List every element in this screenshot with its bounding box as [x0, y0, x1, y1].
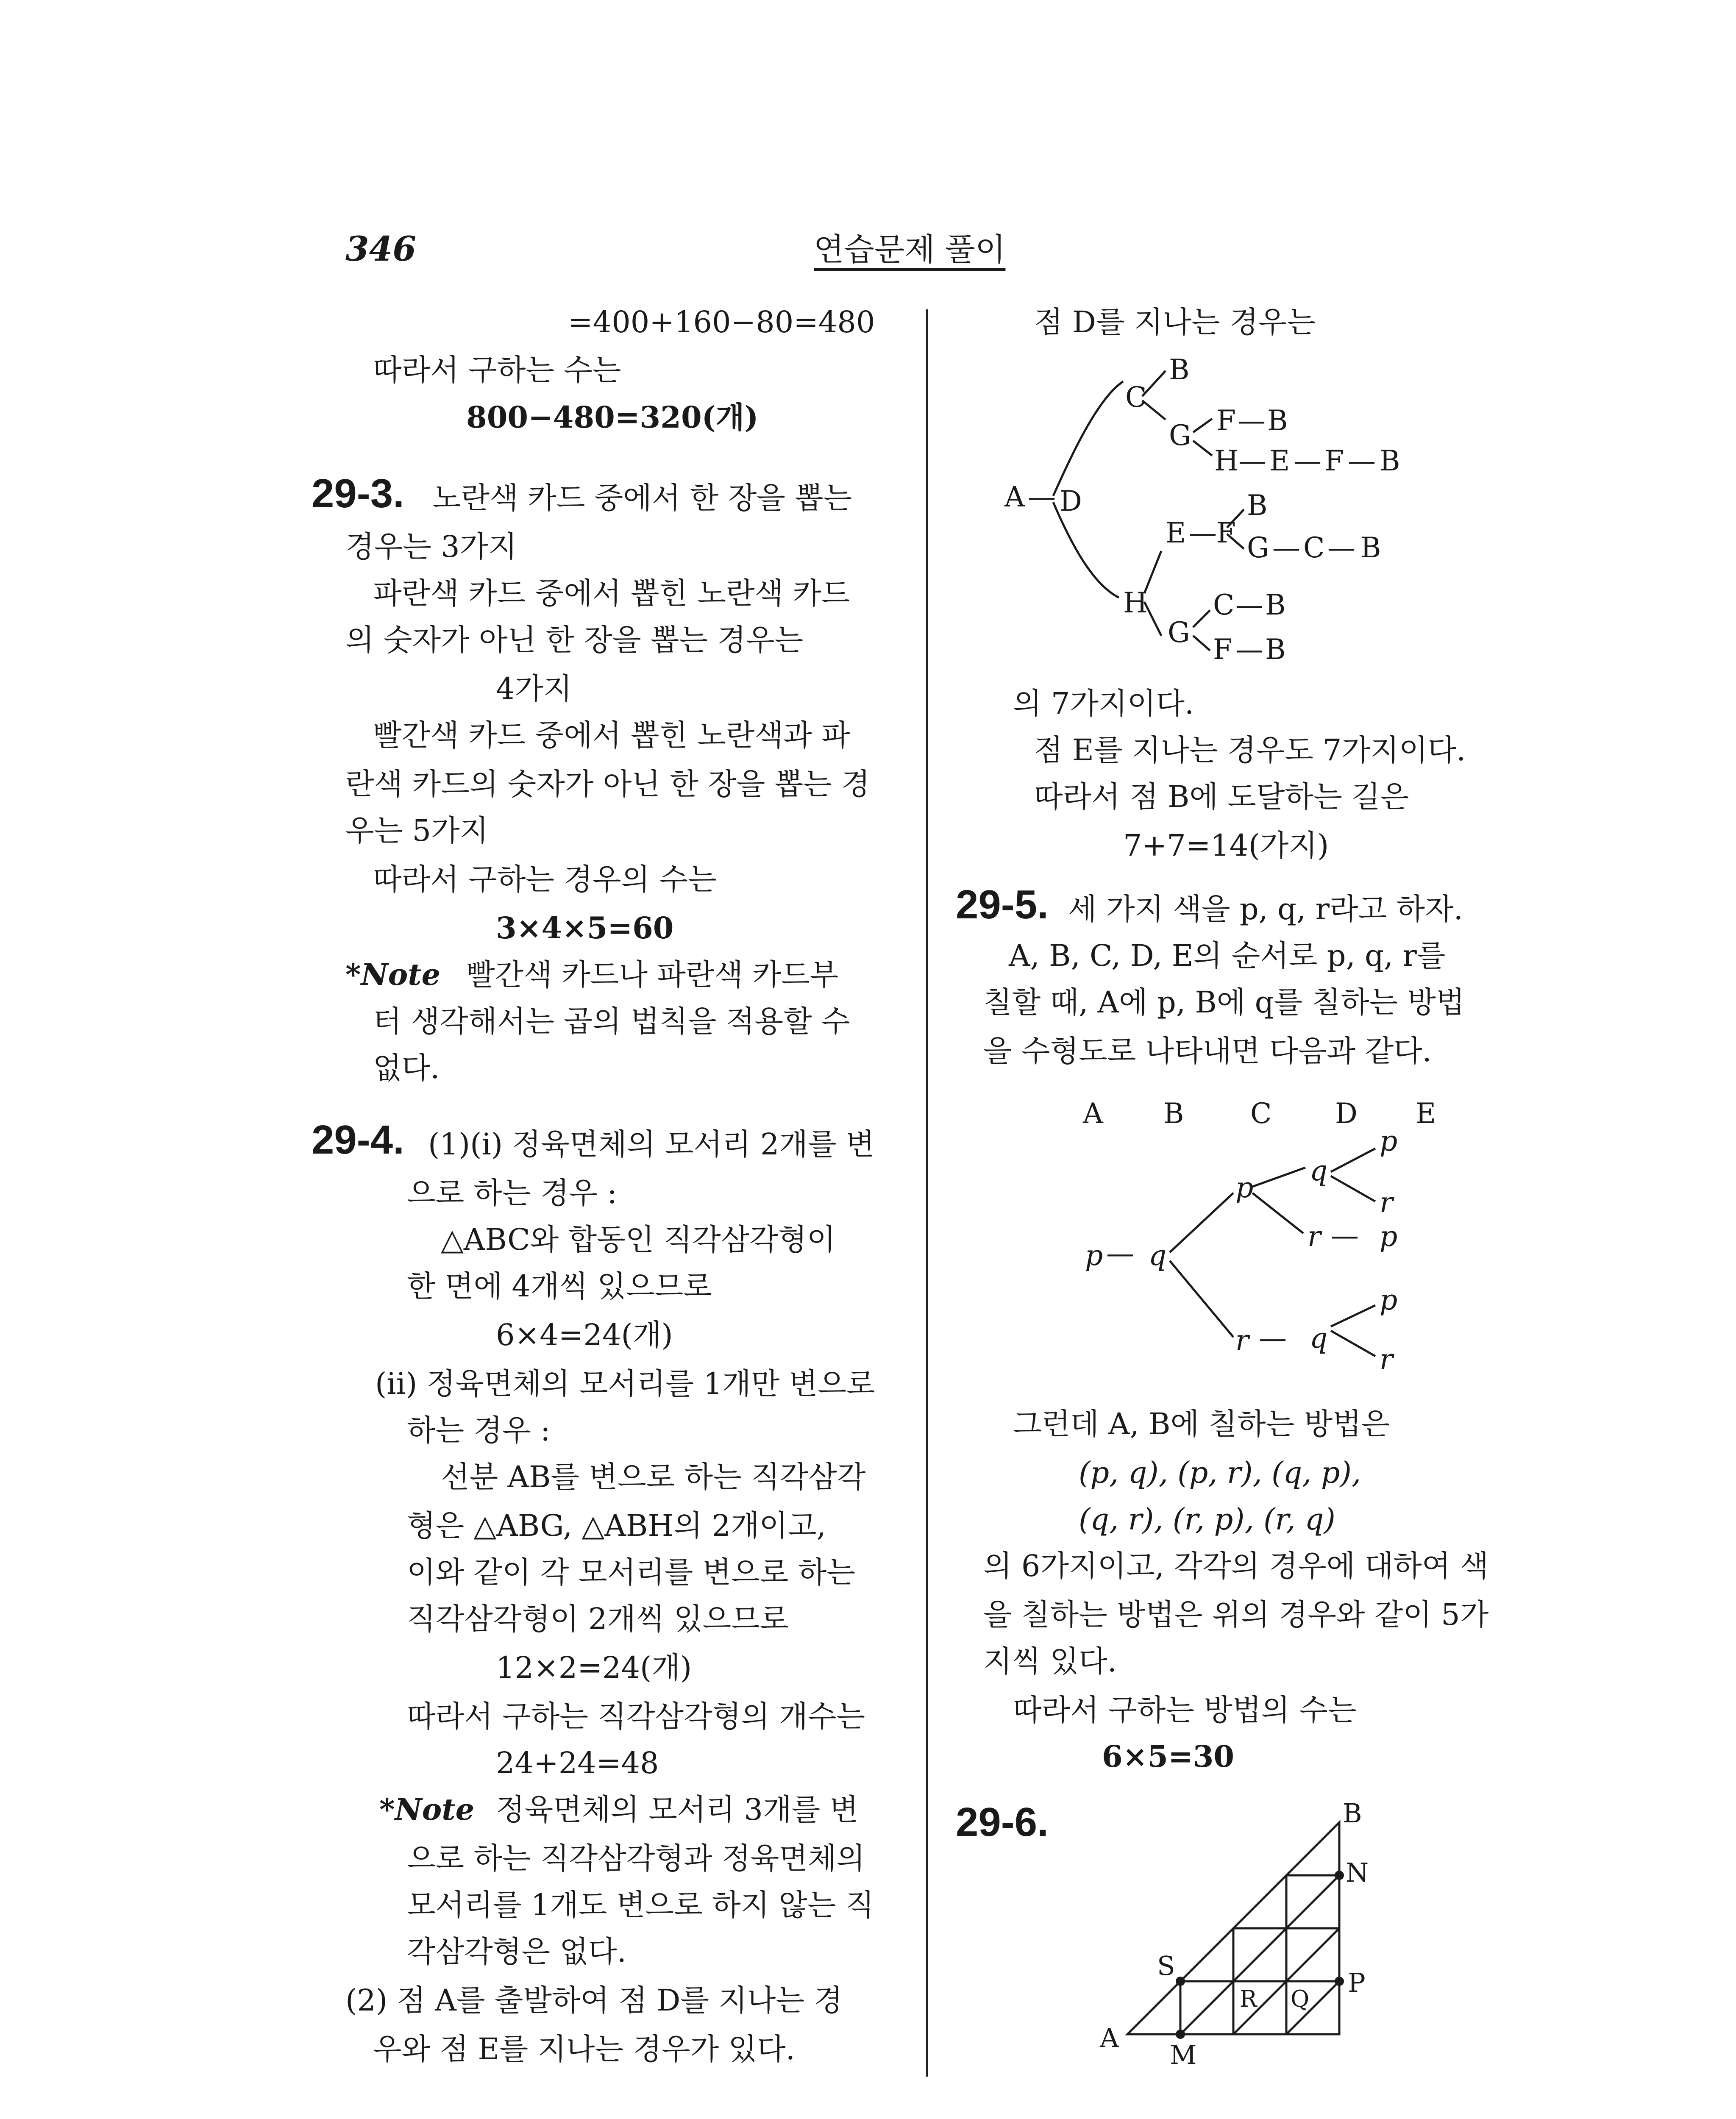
node-G: G [1168, 616, 1190, 649]
note-label: *Note [379, 1792, 475, 1827]
point-B: B [1343, 1798, 1362, 1829]
text-line: 을 칠하는 방법은 위의 경우와 같이 5가 [983, 1597, 1489, 1632]
text-line: 의 6가지이고, 각각의 경우에 대하여 색 [983, 1549, 1489, 1583]
node-q: q [1310, 1322, 1328, 1354]
equation: (q, r), (r, p), (r, q) [1079, 1502, 1335, 1537]
node-B: B [1247, 489, 1268, 522]
node-B: B [1267, 404, 1288, 437]
node-B: B [1265, 633, 1286, 665]
text-line: 따라서 구하는 방법의 수는 [1013, 1693, 1357, 1727]
node-r: r [1380, 1343, 1393, 1376]
node-D: D [1060, 485, 1082, 517]
node-B: B [1380, 445, 1400, 477]
text-line: 직각삼각형이 2개씩 있으므로 [407, 1602, 789, 1636]
node-C: C [1213, 589, 1235, 621]
running-title: 연습문제 풀이 [814, 231, 1006, 268]
node-H: H [1214, 445, 1239, 477]
node-p: p [1380, 1125, 1398, 1157]
text-line: 점 D를 지나는 경우는 [1034, 305, 1316, 339]
equation: =400+160−80=480 [568, 305, 875, 339]
node-E: E [1269, 445, 1290, 477]
edge-dash: — [1235, 633, 1263, 665]
node-q: q [1310, 1154, 1328, 1187]
equation: 6×5=30 [1102, 1739, 1235, 1774]
text-line: 터 생각해서는 곱의 법칙을 적용할 수 [373, 1004, 850, 1039]
point-A: A [1100, 2022, 1119, 2053]
problem-label: 29-6. [956, 1799, 1049, 1845]
point-Q: Q [1291, 1986, 1310, 2012]
edge-dash: — [1294, 445, 1321, 477]
edge-dash: — [1238, 404, 1266, 437]
node-A: A [1004, 481, 1025, 513]
equation: 24+24=48 [496, 1746, 659, 1780]
node-H: H [1123, 587, 1148, 619]
equation: 12×2=24(개) [496, 1650, 692, 1685]
text-line: △ABC와 합동인 직각삼각형이 [441, 1222, 836, 1257]
text-line: 빨간색 카드 중에서 뽑힌 노란색과 파 [373, 718, 850, 753]
text-line: 으로 하는 직각삼각형과 정육면체의 [407, 1841, 865, 1876]
edge-dash: — [1259, 1322, 1287, 1354]
text-line: 이와 같이 각 모서리를 변으로 하는 [407, 1555, 855, 1590]
color-tree-diagram [1060, 1085, 1483, 1382]
text-line: 점 E를 지나는 경우도 7가지이다. [1034, 733, 1466, 768]
text-line: 따라서 점 B에 도달하는 길은 [1034, 779, 1409, 814]
node-F: F [1324, 445, 1344, 477]
node-F: F [1216, 517, 1236, 549]
column-header: D [1335, 1097, 1358, 1130]
node-C: C [1303, 531, 1325, 564]
text-line: 세 가지 색을 p, q, r라고 하자. [1068, 892, 1463, 926]
text-line: 란색 카드의 숫자가 아닌 한 장을 뽑는 경 [345, 767, 870, 801]
text-line: A, B, C, D, E의 순서로 p, q, r를 [1009, 938, 1446, 973]
column-header: C [1250, 1097, 1272, 1130]
point-P: P [1348, 1967, 1366, 1998]
edge-dash: — [1106, 1237, 1134, 1270]
node-E: E [1166, 517, 1186, 549]
node-p: p [1380, 1284, 1398, 1316]
triangle-grid-figure [1093, 1797, 1416, 2068]
edge-dash: — [1272, 531, 1300, 564]
text-line: 의 7가지이다. [1013, 686, 1194, 721]
text-line: (1)(i) 정육면체의 모서리 2개를 변 [428, 1127, 875, 1162]
page-number: 346 [345, 229, 416, 269]
text-line: 경우는 3가지 [345, 529, 517, 564]
point-N: N [1346, 1857, 1369, 1888]
text-line: 빨간색 카드나 파란색 카드부 [466, 957, 839, 992]
node-p: p [1380, 1220, 1398, 1253]
equation: 7+7=14(가지) [1123, 828, 1329, 863]
note-label: *Note [345, 957, 441, 992]
equation: 3×4×5=60 [496, 910, 674, 945]
edge-dash: — [1235, 589, 1263, 621]
text-line: 4가지 [496, 671, 572, 706]
equation: 800−480=320(개) [466, 400, 759, 435]
text-line: 각삼각형은 없다. [407, 1934, 626, 1969]
node-G: G [1247, 531, 1269, 564]
text-line: 따라서 구하는 직각삼각형의 개수는 [407, 1699, 865, 1734]
node-G: G [1169, 419, 1191, 452]
text-line: 지씩 있다. [983, 1644, 1117, 1679]
text-line: 따라서 구하는 수는 [373, 353, 621, 387]
problem-label: 29-3. [312, 471, 404, 516]
node-B: B [1265, 589, 1286, 621]
text-line: 형은 △ABG, △ABH의 2개이고, [407, 1508, 826, 1543]
text-line: 의 숫자가 아닌 한 장을 뽑는 경우는 [345, 623, 804, 657]
text-line: 을 수형도로 나타내면 다음과 같다. [983, 1034, 1432, 1068]
edge-dash: — [1028, 481, 1056, 513]
equation: 6×4=24(개) [496, 1318, 673, 1352]
text-line: 노란색 카드 중에서 한 장을 뽑는 [432, 481, 852, 515]
node-p: p [1235, 1171, 1254, 1204]
text-line: 칠할 때, A에 p, B에 q를 칠하는 방법 [983, 985, 1465, 1020]
point-S: S [1157, 1950, 1175, 1981]
node-C: C [1125, 381, 1147, 414]
equation: (p, q), (p, r), (q, p), [1079, 1455, 1361, 1490]
text-line: 한 면에 4개씩 있으므로 [407, 1269, 712, 1304]
point-M: M [1170, 2039, 1197, 2068]
text-line: 으로 하는 경우 : [407, 1176, 618, 1210]
edge-dash: — [1348, 445, 1376, 477]
edge-dash: — [1331, 1219, 1359, 1252]
text-line: 하는 경우 : [407, 1413, 551, 1448]
text-line: (2) 점 A를 출발하여 점 D를 지나는 경 [345, 1983, 843, 2018]
node-r: r [1380, 1186, 1393, 1219]
problem-label: 29-4. [312, 1117, 404, 1162]
text-line: (ii) 정육면체의 모서리를 1개만 변으로 [375, 1366, 875, 1401]
text-line: 우는 5가지 [345, 813, 489, 848]
column-divider [926, 309, 928, 2077]
text-line: 모서리를 1개도 변으로 하지 않는 직 [407, 1888, 874, 1922]
node-p: p [1085, 1239, 1103, 1272]
node-r: r [1308, 1220, 1321, 1253]
column-header: B [1163, 1097, 1184, 1130]
text-line: 우와 점 E를 지나는 경우가 있다. [373, 2032, 796, 2066]
path-tree-diagram [988, 356, 1538, 665]
problem-label: 29-5. [956, 882, 1049, 927]
point-R: R [1240, 1986, 1257, 2012]
node-B: B [1169, 356, 1190, 386]
text-line: 선분 AB를 변으로 하는 직각삼각 [441, 1460, 866, 1494]
node-B: B [1360, 531, 1381, 564]
edge-dash: — [1189, 517, 1217, 549]
node-F: F [1213, 633, 1232, 665]
node-r: r [1235, 1324, 1249, 1357]
column-header: E [1416, 1097, 1436, 1130]
node-F: F [1216, 404, 1236, 437]
text-line: 정육면체의 모서리 3개를 변 [496, 1792, 859, 1827]
text-line: 따라서 구하는 경우의 수는 [373, 862, 717, 897]
text-line: 없다. [373, 1051, 440, 1085]
text-line: 파란색 카드 중에서 뽑힌 노란색 카드 [373, 576, 850, 611]
text-line: 그런데 A, B에 칠하는 방법은 [1013, 1407, 1390, 1441]
edge-dash: — [1238, 445, 1266, 477]
edge-dash: — [1327, 531, 1355, 564]
node-q: q [1149, 1239, 1167, 1272]
column-header: A [1083, 1097, 1103, 1130]
